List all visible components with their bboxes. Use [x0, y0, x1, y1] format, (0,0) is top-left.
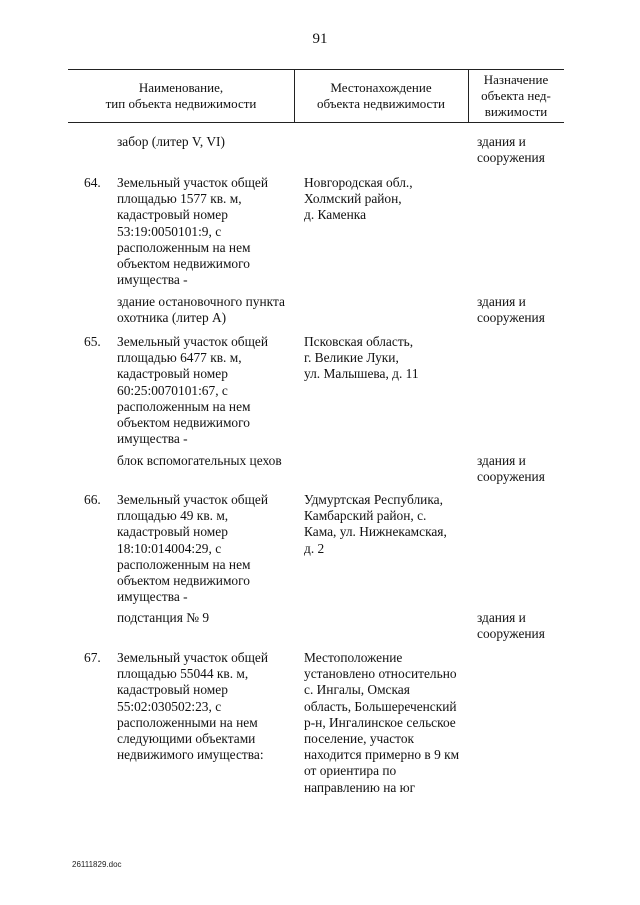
location-line: Псковская область, [304, 334, 414, 349]
description-line: площадью 49 кв. м, [117, 508, 229, 524]
header-purpose-line: вижимости [484, 104, 548, 119]
object-location [304, 492, 474, 557]
object-description [117, 175, 293, 288]
header-name-column [68, 80, 294, 112]
description-line: подстанция № 9 [117, 610, 210, 625]
description-line: следующими объектами [117, 731, 256, 747]
purpose-line: здания и [477, 294, 526, 309]
description-line: здание остановочного пункта [117, 294, 285, 309]
header-purpose-column [468, 72, 564, 120]
description-line: расположенным на нем [117, 398, 251, 414]
description-line: блок вспомогательных цехов [117, 453, 282, 468]
location-line: Местоположение [304, 650, 403, 665]
object-purpose [477, 134, 567, 166]
table-header-bottom-rule [68, 122, 564, 123]
description-line: забор (литер V, VI) [117, 134, 225, 149]
purpose-line: сооружения [477, 626, 545, 642]
description-line: 55:02:030502:23, с [117, 698, 222, 714]
purpose-line: сооружения [477, 469, 545, 485]
description-line: расположенным на нем [117, 239, 251, 255]
description-line: расположенными на нем [117, 714, 258, 730]
page-number: 91 [312, 31, 328, 47]
location-line: Камбарский район, с. [304, 508, 427, 524]
location-line: Удмуртская Республика, [304, 492, 443, 507]
description-line: кадастровый номер [117, 682, 228, 698]
description-line: Земельный участок общей [117, 650, 269, 665]
header-name-line: Наименование, [138, 80, 224, 95]
description-line: объектом недвижимого [117, 256, 250, 272]
object-description [117, 453, 293, 469]
description-line: Земельный участок общей [117, 334, 269, 349]
header-purpose-line: объекта нед- [481, 88, 551, 103]
location-line: область, Большереченский [304, 698, 457, 714]
document-filename: 26111829.doc [72, 860, 122, 869]
object-description [117, 134, 293, 150]
object-description [117, 650, 293, 763]
object-location [304, 175, 474, 224]
object-purpose [477, 453, 567, 485]
description-line: 53:19:0050101:9, с [117, 223, 222, 239]
object-location [304, 650, 474, 796]
location-line: Кама, ул. Нижнекамская, [304, 524, 447, 540]
object-location [304, 334, 474, 383]
description-line: кадастровый номер [117, 524, 228, 540]
purpose-line: здания и [477, 453, 526, 468]
object-description [117, 334, 293, 447]
location-line: ул. Малышева, д. 11 [304, 366, 419, 382]
object-purpose [477, 294, 567, 326]
item-number: 66. [84, 492, 101, 507]
description-line: 18:10:014004:29, с [117, 540, 222, 556]
table-header-top-rule [68, 69, 564, 70]
location-line: Новгородская обл., [304, 175, 413, 190]
purpose-line: здания и [477, 610, 526, 625]
location-line: р-н, Ингалинское сельское [304, 714, 456, 730]
purpose-line: сооружения [477, 150, 545, 166]
description-line: недвижимого имущества: [117, 747, 264, 763]
description-line: кадастровый номер [117, 207, 228, 223]
location-line: от ориентира по [304, 763, 397, 779]
location-line: Холмский район, [304, 191, 402, 207]
purpose-line: здания и [477, 134, 526, 149]
description-line: имущества - [117, 431, 188, 447]
description-line: площадью 1577 кв. м, [117, 191, 242, 207]
header-location-line: Местонахождение [330, 80, 432, 95]
description-line: 60:25:0070101:67, с [117, 382, 228, 398]
description-line: имущества - [117, 589, 188, 605]
object-description [117, 610, 293, 626]
location-line: поселение, участок [304, 731, 415, 747]
location-line: г. Великие Луки, [304, 350, 399, 366]
location-line: находится примерно в 9 км [304, 747, 460, 763]
header-location-column [294, 80, 468, 112]
description-line: объектом недвижимого [117, 573, 250, 589]
object-description [117, 294, 293, 326]
location-line: установлено относительно [304, 666, 457, 682]
description-line: площадью 55044 кв. м, [117, 666, 249, 682]
description-line: площадью 6477 кв. м, [117, 350, 242, 366]
location-line: д. Каменка [304, 207, 367, 223]
description-line: объектом недвижимого [117, 415, 250, 431]
header-name-line: тип объекта недвижимости [105, 96, 257, 111]
location-line: направлению на юг [304, 779, 416, 795]
purpose-line: сооружения [477, 310, 545, 326]
description-line: Земельный участок общей [117, 175, 269, 190]
object-description [117, 492, 293, 605]
description-line: расположенным на нем [117, 556, 251, 572]
description-line: имущества - [117, 272, 188, 288]
item-number: 64. [84, 175, 101, 190]
location-line: д. 2 [304, 540, 325, 556]
description-line: кадастровый номер [117, 366, 228, 382]
header-purpose-line: Назначение [483, 72, 549, 87]
object-purpose [477, 610, 567, 642]
location-line: с. Ингалы, Омская [304, 682, 410, 698]
item-number: 67. [84, 650, 101, 665]
description-line: Земельный участок общей [117, 492, 269, 507]
item-number: 65. [84, 334, 101, 349]
header-location-line: объекта недвижимости [317, 96, 445, 111]
description-line: охотника (литер А) [117, 310, 227, 326]
